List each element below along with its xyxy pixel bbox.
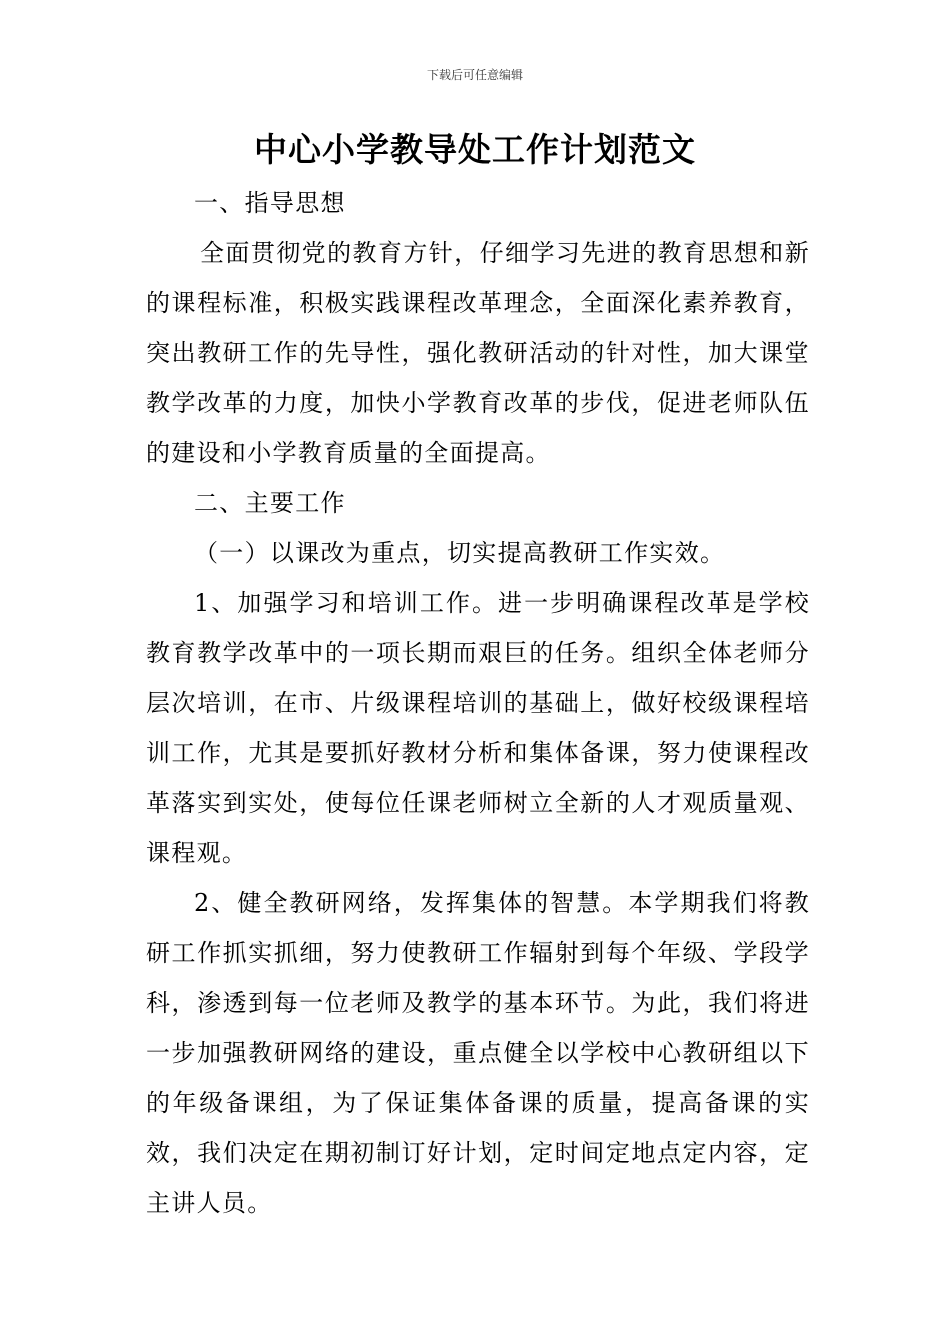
document-title: 中心小学教导处工作计划范文 [254,130,696,169]
item1-paragraph: 1、加强学习和培训工作。进一步明确课程改革是学校教育教学改革中的一项长期而艰巨的任务。组织全体老师分层次培训，在市、片级课程培训的基础上，做好校级课程培训工作，尤其是要抓好教材分析和集体备课，努力使课程改革落实到实处，使每位任课老师树立全新的人才观质量观、课程观。 [146,589,810,867]
section1-heading: 一、指导思想 [194,189,346,217]
section1-paragraph: 全面贯彻党的教育方针，仔细学习先进的教育思想和新的课程标准，积极实践课程改革理念，全面深化素养教育，突出教研工作的先导性，强化教研活动的针对性，加大课堂教学改革的力度，加快小学教育改革的步伐，促进老师队伍的建设和小学教育质量的全面提高。 [146,239,810,467]
subsection1-heading: （一）以课改为重点，切实提高教研工作实效。 [194,539,726,567]
document-body [146,178,810,1228]
section2-heading: 二、主要工作 [194,489,346,517]
header-note: 下载后可任意编辑 [426,68,523,82]
item2-paragraph: 2、健全教研网络，发挥集体的智慧。本学期我们将教研工作抓实抓细，努力使教研工作辐射到每个年级、学段学科，渗透到每一位老师及教学的基本环节。为此，我们将进一步加强教研网络的建设，重点健全以学校中心教研组以下的年级备课组，为了保证集体备课的质量，提高备课的实效，我们决定在期初制订好计划，定时间定地点定内容，定主讲人员。 [146,889,810,1217]
